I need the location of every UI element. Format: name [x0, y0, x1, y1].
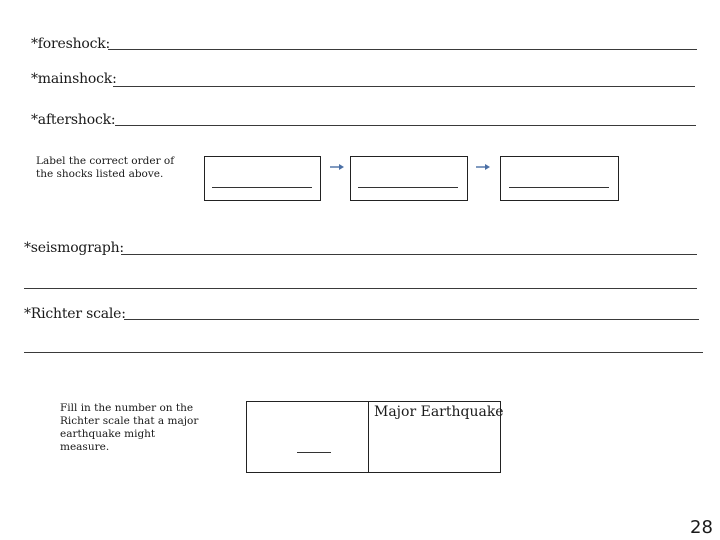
mainshock-term: *mainshock: [31, 71, 117, 87]
richter-term: *Richter scale: [24, 306, 126, 322]
right-arrow-icon [330, 163, 344, 171]
richter-table [246, 401, 504, 473]
table-divider [368, 402, 369, 472]
order-box-1 [204, 156, 321, 201]
major-earthquake-label: Major Earthquake [374, 404, 504, 420]
richter-answer-line-1[interactable] [124, 319, 699, 320]
richter-answer-line-2[interactable] [24, 352, 703, 353]
seismograph-term: *seismograph: [24, 240, 124, 256]
page-number: 28 [690, 517, 713, 538]
seismograph-answer-line-1[interactable] [121, 254, 697, 255]
order-answer-1[interactable] [212, 187, 312, 188]
mainshock-answer-line[interactable] [113, 86, 695, 87]
aftershock-term: *aftershock: [31, 112, 116, 128]
right-arrow-icon [476, 163, 490, 171]
order-box-2 [350, 156, 468, 201]
foreshock-term: *foreshock: [31, 36, 111, 52]
order-box-3 [500, 156, 619, 201]
richter-instruction: Fill in the number on the Richter scale that a major earthquake might measure. [60, 402, 199, 453]
richter-number-answer[interactable] [297, 452, 331, 453]
order-instruction: Label the correct order of the shocks listed above. [36, 155, 175, 180]
foreshock-answer-line[interactable] [108, 49, 697, 50]
aftershock-answer-line[interactable] [115, 125, 696, 126]
seismograph-answer-line-2[interactable] [24, 288, 697, 289]
order-answer-3[interactable] [509, 187, 609, 188]
order-answer-2[interactable] [358, 187, 458, 188]
